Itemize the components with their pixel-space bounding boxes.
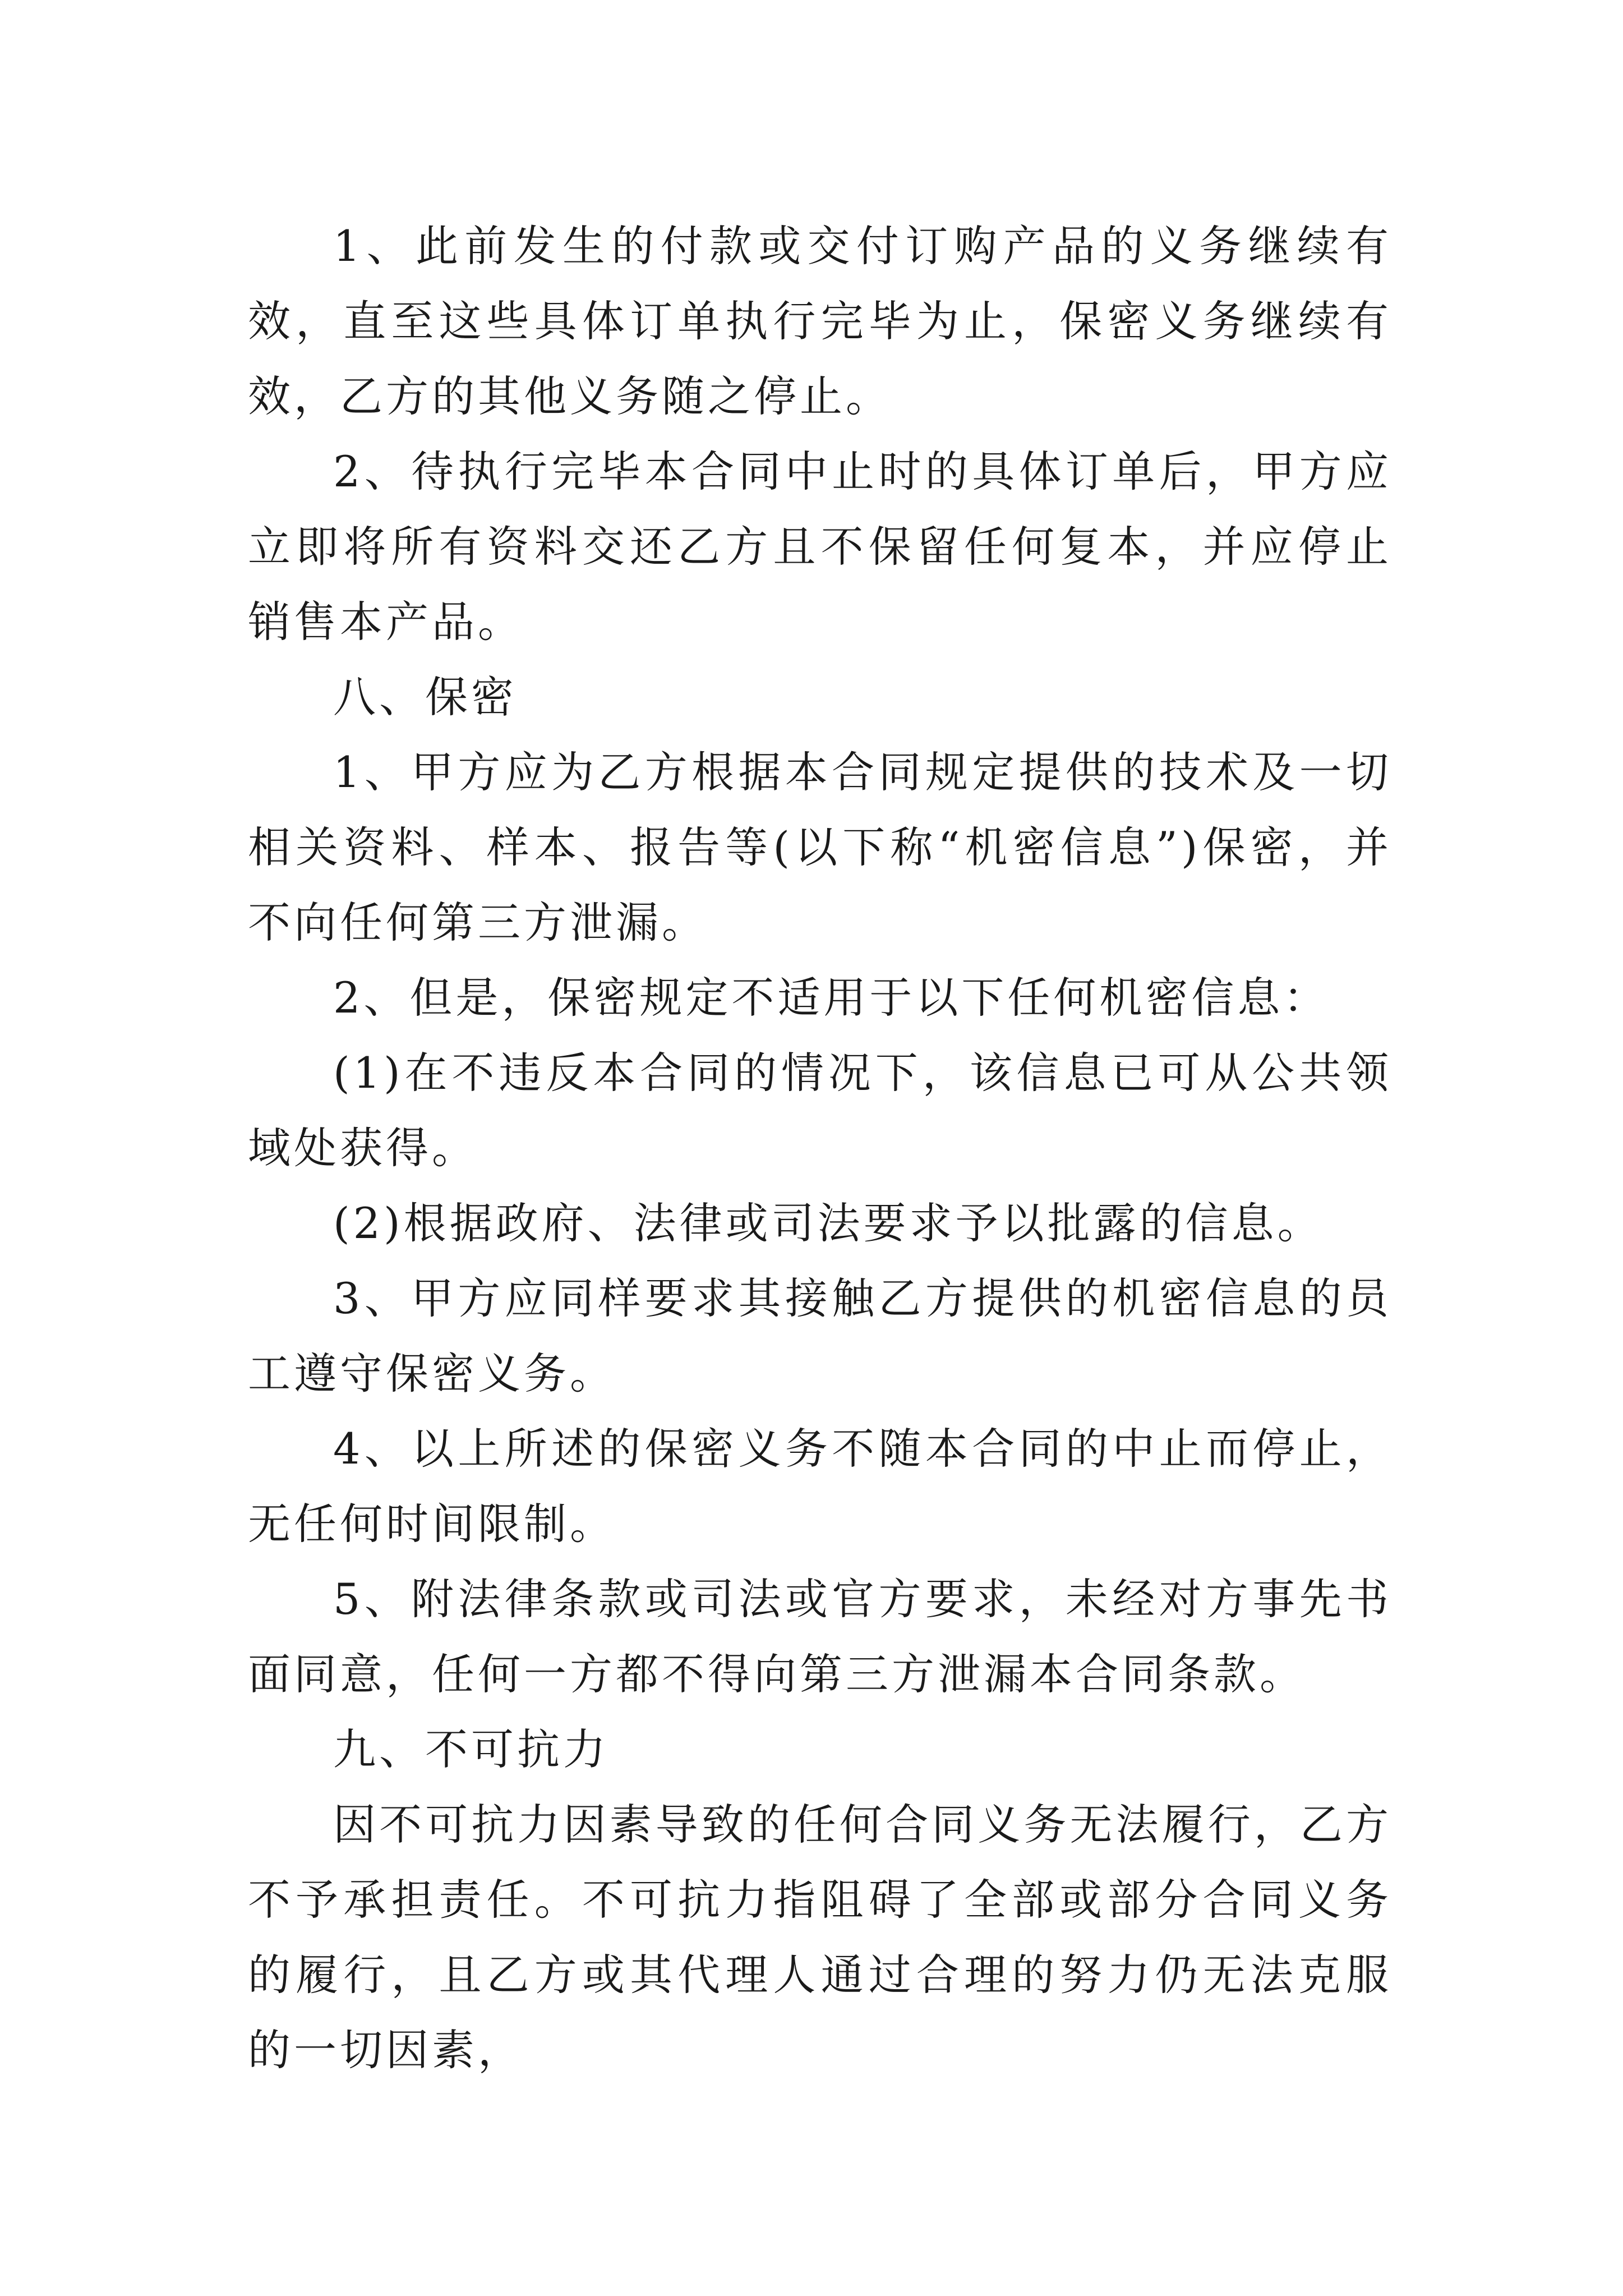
paragraph-confidentiality-scope: 1、甲方应为乙方根据本合同规定提供的技术及一切相关资料、样本、报告等(以下称“机密信息”)保密，并不向任何第三方泄漏。	[248, 747, 1392, 947]
section-heading-force-majeure: 九、不可抗力	[333, 1724, 609, 1774]
paragraph-force-majeure: 因不可抗力因素导致的任何合同义务无法履行，乙方不予承担责任。不可抗力指阻碍了全部或部分合同义务的履行，且乙方或其代理人通过合理的努力仍无法克服的一切因素，	[248, 1800, 1392, 2075]
paragraph-termination-return-materials: 2、待执行完毕本合同中止时的具体订单后，甲方应立即将所有资料交还乙方且不保留任何复本，并应停止销售本产品。	[248, 447, 1392, 647]
paragraph-exception-legal-disclosure: (2)根据政府、法律或司法要求予以批露的信息。	[333, 1198, 1324, 1248]
document-body	[248, 209, 1392, 2088]
section-heading-confidentiality: 八、保密	[333, 672, 517, 722]
paragraph-termination-payment: 1、此前发生的付款或交付订购产品的义务继续有效，直至这些具体订单执行完毕为止，保密义务继续有效，乙方的其他义务随之停止。	[248, 221, 1392, 421]
paragraph-confidentiality-employees: 3、甲方应同样要求其接触乙方提供的机密信息的员工遵守保密义务。	[248, 1273, 1392, 1398]
paragraph-exception-public-domain: (1)在不违反本合同的情况下，该信息已可从公共领域处获得。	[248, 1048, 1392, 1173]
paragraph-confidentiality-exceptions: 2、但是，保密规定不适用于以下任何机密信息：	[333, 973, 1330, 1023]
paragraph-confidentiality-contract-terms: 5、附法律条款或司法或官方要求，未经对方事先书面同意，任何一方都不得向第三方泄漏本合同条款。	[248, 1574, 1392, 1699]
paragraph-confidentiality-duration: 4、以上所述的保密义务不随本合同的中止而停止，无任何时间限制。	[248, 1424, 1392, 1549]
